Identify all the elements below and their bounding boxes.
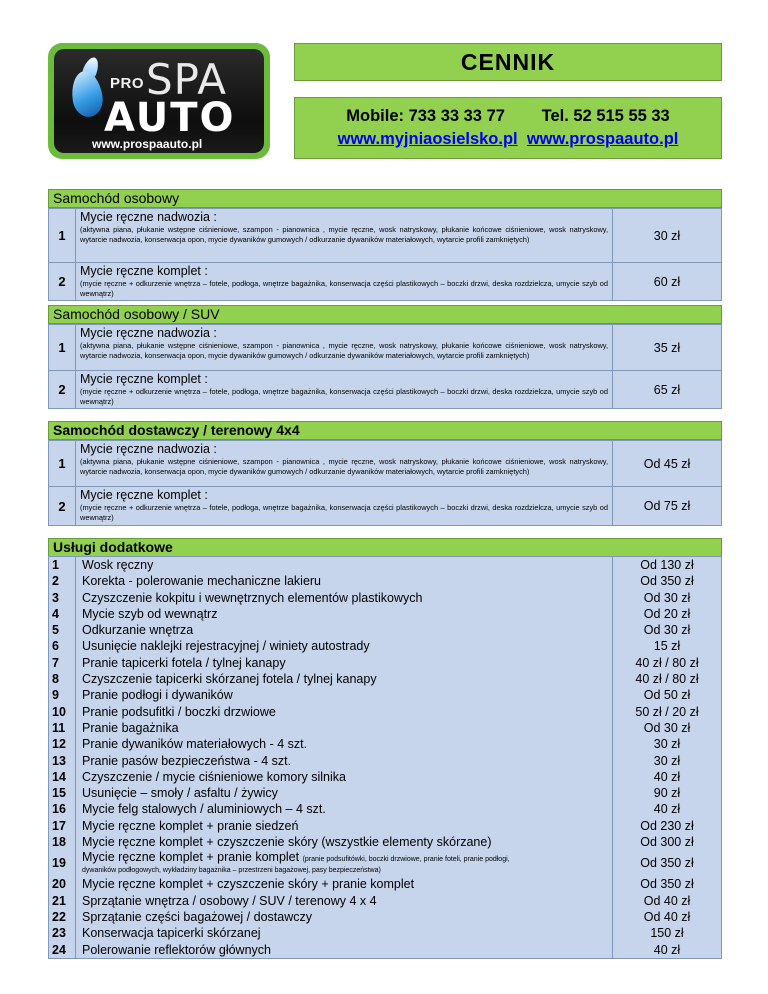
extra-service-name [76,704,613,720]
logo-spa-text: SPA [146,55,228,104]
extra-service-row [49,622,721,638]
extra-service-row [49,573,721,589]
extra-service-name [76,557,613,573]
extra-service-row [49,834,721,850]
extra-service-name [76,909,613,925]
extra-service-row [49,785,721,801]
extra-service-name-text: Czyszczenie tapicerki skórzanej fotela / tylnej kanapy [82,672,377,687]
extra-service-price: 40 zł [653,942,681,957]
extra-service-number: 21 [49,893,76,909]
link-myjniaosielsko[interactable]: www.myjniaosielsko.pl [337,130,518,148]
extra-service-name [76,606,613,622]
extra-service-name-text: Korekta - polerowanie mechaniczne lakieru [82,574,322,589]
service-description: (aktywna piana, płukanie wstępne ciśnieniowe, szampon - pianownica , mycie ręczne, wosk natryskowy, płukanie końcowe ciśnieniowe, wosk natryskowy, wytarcie nadwozia, konserwacja opon, mycie dywaników gumowych / odkurzanie dywaników materiałowych, wytarcie profili zamkniętych) [80,341,608,360]
logo-url-text: www.prospaauto.pl [92,137,203,151]
extra-service-number: 23 [49,925,76,941]
service-price: Od 45 zł [643,456,691,471]
service-title: Mycie ręczne komplet : [80,264,208,278]
service-body [76,487,613,525]
service-number: 1 [49,441,76,486]
service-price: 65 zł [653,382,681,397]
service-number: 1 [49,209,76,262]
service-row [49,441,721,487]
section-osobowy [48,208,722,301]
extra-service-name-text: Odkurzanie wnętrza [82,623,194,638]
extra-service-row [49,893,721,909]
extra-service-price: Od 30 zł [643,623,691,638]
extra-service-price: Od 350 zł [640,877,694,892]
extra-service-name [76,925,613,941]
extra-service-row [49,557,721,573]
service-body [76,325,613,370]
extra-service-row [49,590,721,606]
extra-service-name-text: Mycie ręczne komplet + pranie siedzeń [82,818,299,833]
extra-service-price: 30 zł [653,753,681,768]
extra-service-number: 16 [49,801,76,817]
extra-service-number: 8 [49,671,76,687]
extra-service-price: Od 30 zł [643,720,691,735]
extra-service-name-text: Pranie pasów bezpieczeństwa - 4 szt. [82,753,292,768]
links-row [295,130,721,149]
extra-service-row [49,850,721,876]
extra-service-row [49,671,721,687]
extra-service-row [49,942,721,958]
extra-service-price: Od 40 zł [643,893,691,908]
extra-service-name [76,769,613,785]
extra-service-note-continued: dywaników podłogowych, wykładziny bagażnika – przestrzeni bagażowej, pasy bezpieczeństwa) [82,867,381,875]
extra-service-row [49,687,721,703]
extra-service-number: 5 [49,622,76,638]
service-number: 2 [49,263,76,300]
contact-box [294,97,722,159]
service-description: (aktywna piana, płukanie wstępne ciśnieniowe, szampon - pianownica , mycie ręczne, wosk natryskowy, płukanie końcowe ciśnieniowe, wosk natryskowy, wytarcie nadwozia, konserwacja opon, mycie dywaników gumowych / odkurzanie dywaników materiałowych, wytarcie profili zamkniętych) [80,457,608,476]
extra-service-name-text: Usunięcie – smoły / asfaltu / żywicy [82,786,278,801]
extra-service-number: 7 [49,655,76,671]
extra-service-number: 19 [49,850,76,876]
extra-service-price: 40 zł / 80 zł [635,672,699,687]
page-title: CENNIK [294,43,722,81]
extra-service-number: 22 [49,909,76,925]
extra-service-name-text: Czyszczenie / mycie ciśnieniowe komory silnika [82,769,346,784]
service-row [49,487,721,525]
extra-service-number: 11 [49,720,76,736]
extra-service-row [49,606,721,622]
extra-service-row [49,769,721,785]
extra-service-name [76,638,613,654]
extra-service-price: Od 350 zł [640,574,694,589]
section-title-extras: Usługi dodatkowe [48,538,722,557]
extra-service-name-text: Mycie ręczne komplet + czyszczenie skóry + pranie komplet [82,877,415,892]
service-number: 1 [49,325,76,370]
extra-service-name-text: Wosk ręczny [82,558,154,572]
extra-service-name-text: Mycie szyb od wewnątrz [82,606,218,621]
extra-service-name [76,590,613,606]
service-row [49,209,721,263]
service-body [76,371,613,408]
service-description: (mycie ręczne + odkurzenie wnętrza – fotele, podłoga, wnętrze bagażnika, konserwacja części plastikowych – boczki drzwi, deska rozdzielcza, umycie szyb od wewnątrz) [80,279,608,298]
water-drop-icon [69,69,105,119]
extra-service-name-text: Mycie ręczne komplet + czyszczenie skóry (wszystkie elementy skórzane) [82,835,492,850]
service-body [76,209,613,262]
logo-pro-text: PRO [110,75,145,92]
service-number: 2 [49,487,76,525]
extra-service-number: 3 [49,590,76,606]
service-number: 2 [49,371,76,408]
extra-service-row [49,704,721,720]
extra-service-price: Od 50 zł [643,688,691,703]
extra-service-number: 13 [49,753,76,769]
extra-service-row [49,818,721,834]
extra-service-price: 15 zł [653,639,681,654]
extra-service-name [76,850,613,876]
extra-service-name [76,736,613,752]
extra-service-name-text: Pranie dywaników materiałowych - 4 szt. [82,737,308,752]
service-price: 35 zł [653,340,681,355]
extra-service-number: 17 [49,818,76,834]
service-row [49,263,721,300]
service-description: (mycie ręczne + odkurzenie wnętrza – fotele, podłoga, wnętrze bagażnika, konserwacja części plastikowych – boczki drzwi, deska rozdzielcza, umycie szyb od wewnątrz) [80,387,608,406]
extra-service-name-text: Usunięcie naklejki rejestracyjnej / winiety autostrady [82,639,370,654]
logo-auto-text: AUTO [104,95,236,141]
extra-service-number: 9 [49,687,76,703]
extra-service-number: 20 [49,876,76,892]
extra-service-name [76,801,613,817]
section-dostawczy [48,440,722,526]
extra-service-price: 40 zł / 80 zł [635,655,699,670]
service-price: 30 zł [653,228,681,243]
extra-service-name [76,687,613,703]
service-title: Mycie ręczne nadwozia : [80,326,217,340]
logo-badge [54,49,264,153]
extra-service-name-text: Mycie ręczne komplet + pranie komplet [82,850,300,865]
extra-service-row [49,736,721,752]
section-title-suv: Samochód osobowy / SUV [48,305,722,324]
extra-service-price: 40 zł [653,802,681,817]
mobile-number: Mobile: 733 33 33 77 [346,107,505,125]
extra-service-row [49,909,721,925]
extra-service-name [76,785,613,801]
extra-service-price: Od 230 zł [640,818,694,833]
prospa-auto-logo [48,43,270,159]
extras-table [48,556,722,959]
link-prospaauto[interactable]: www.prospaauto.pl [526,130,679,148]
service-title: Mycie ręczne nadwozia : [80,442,217,456]
extra-service-price: Od 300 zł [640,835,694,850]
tel-number: Tel. 52 515 55 33 [541,107,670,125]
service-price: Od 75 zł [643,499,691,513]
service-price: 60 zł [653,274,681,289]
extra-service-name-text: Pranie podsufitki / boczki drzwiowe [82,704,276,719]
service-row [49,325,721,371]
extra-service-name-text: Pranie tapicerki fotela / tylnej kanapy [82,655,286,670]
extra-service-row [49,753,721,769]
extra-service-name-text: Sprzątanie części bagażowej / dostawczy [82,909,312,924]
extra-service-name [76,753,613,769]
extra-service-number: 6 [49,638,76,654]
extra-service-name [76,942,613,958]
extra-service-number: 14 [49,769,76,785]
extra-service-row [49,638,721,654]
extra-service-name [76,834,613,850]
extra-service-name [76,818,613,834]
extra-service-number: 4 [49,606,76,622]
extra-service-number: 1 [49,557,76,573]
section-title-osobowy: Samochód osobowy [48,189,722,208]
service-title: Mycie ręczne komplet : [80,372,208,386]
extra-service-name-text: Pranie bagażnika [82,720,179,735]
extra-service-name-text: Pranie podłogi i dywaników [82,688,233,703]
extra-service-row [49,925,721,941]
extra-service-name [76,655,613,671]
extra-service-name-text: Mycie felg stalowych / aluminiowych – 4 szt. [82,802,326,817]
extra-service-number: 15 [49,785,76,801]
extra-service-price: 50 zł / 20 zł [635,704,699,719]
extra-service-name-text: Konserwacja tapicerki skórzanej [82,926,261,941]
extra-service-name [76,622,613,638]
extra-service-price: Od 30 zł [643,590,691,605]
extra-service-name [76,893,613,909]
phone-row [295,107,721,126]
extra-service-price: Od 350 zł [640,856,694,871]
extra-service-number: 24 [49,942,76,958]
extra-service-name-text: Sprzątanie wnętrza / osobowy / SUV / terenowy 4 x 4 [82,893,377,908]
extra-service-price: 90 zł [653,786,681,801]
extra-service-number: 2 [49,573,76,589]
extra-service-price: Od 20 zł [643,606,691,621]
extra-service-name [76,573,613,589]
service-body [76,263,613,300]
extra-service-row [49,720,721,736]
extra-service-row [49,801,721,817]
section-suv [48,324,722,409]
service-description: (aktywna piana, płukanie wstępne ciśnieniowe, szampon - pianownica , mycie ręczne, wosk natryskowy, płukanie końcowe ciśnieniowe, wosk natryskowy, wytarcie nadwozia, konserwacja opon, mycie dywaników gumowych / odkurzanie dywaników materiałowych, wytarcie profili zamkniętych) [80,225,608,244]
service-row [49,371,721,408]
extra-service-name [76,720,613,736]
service-title: Mycie ręczne komplet : [80,488,208,502]
service-body [76,441,613,486]
extra-service-name-text: Czyszczenie kokpitu i wewnętrznych elementów plastikowych [82,590,423,605]
extra-service-price: 150 zł [650,926,684,941]
extra-service-row [49,876,721,892]
extra-service-name [76,671,613,687]
extra-service-price: Od 130 zł [640,558,694,572]
section-title-dostawczy: Samochód dostawczy / terenowy 4x4 [48,421,722,440]
extra-service-note: (pranie podsufitówki, boczki drzwiowe, pranie foteli, pranie podłogi, [302,856,510,864]
extra-service-price: 30 zł [653,737,681,752]
extra-service-price: Od 40 zł [643,909,691,924]
extra-service-price: 40 zł [653,769,681,784]
extra-service-name-text: Polerowanie reflektorów głównych [82,942,271,957]
extra-service-name [76,876,613,892]
extra-service-number: 10 [49,704,76,720]
extra-service-number: 18 [49,834,76,850]
extra-service-number: 12 [49,736,76,752]
extra-service-row [49,655,721,671]
service-title: Mycie ręczne nadwozia : [80,210,217,224]
service-description: (mycie ręczne + odkurzenie wnętrza – fotele, podłoga, wnętrze bagażnika, konserwacja części plastikowych – boczki drzwi, deska rozdzielcza, umycie szyb od wewnątrz) [80,503,608,522]
